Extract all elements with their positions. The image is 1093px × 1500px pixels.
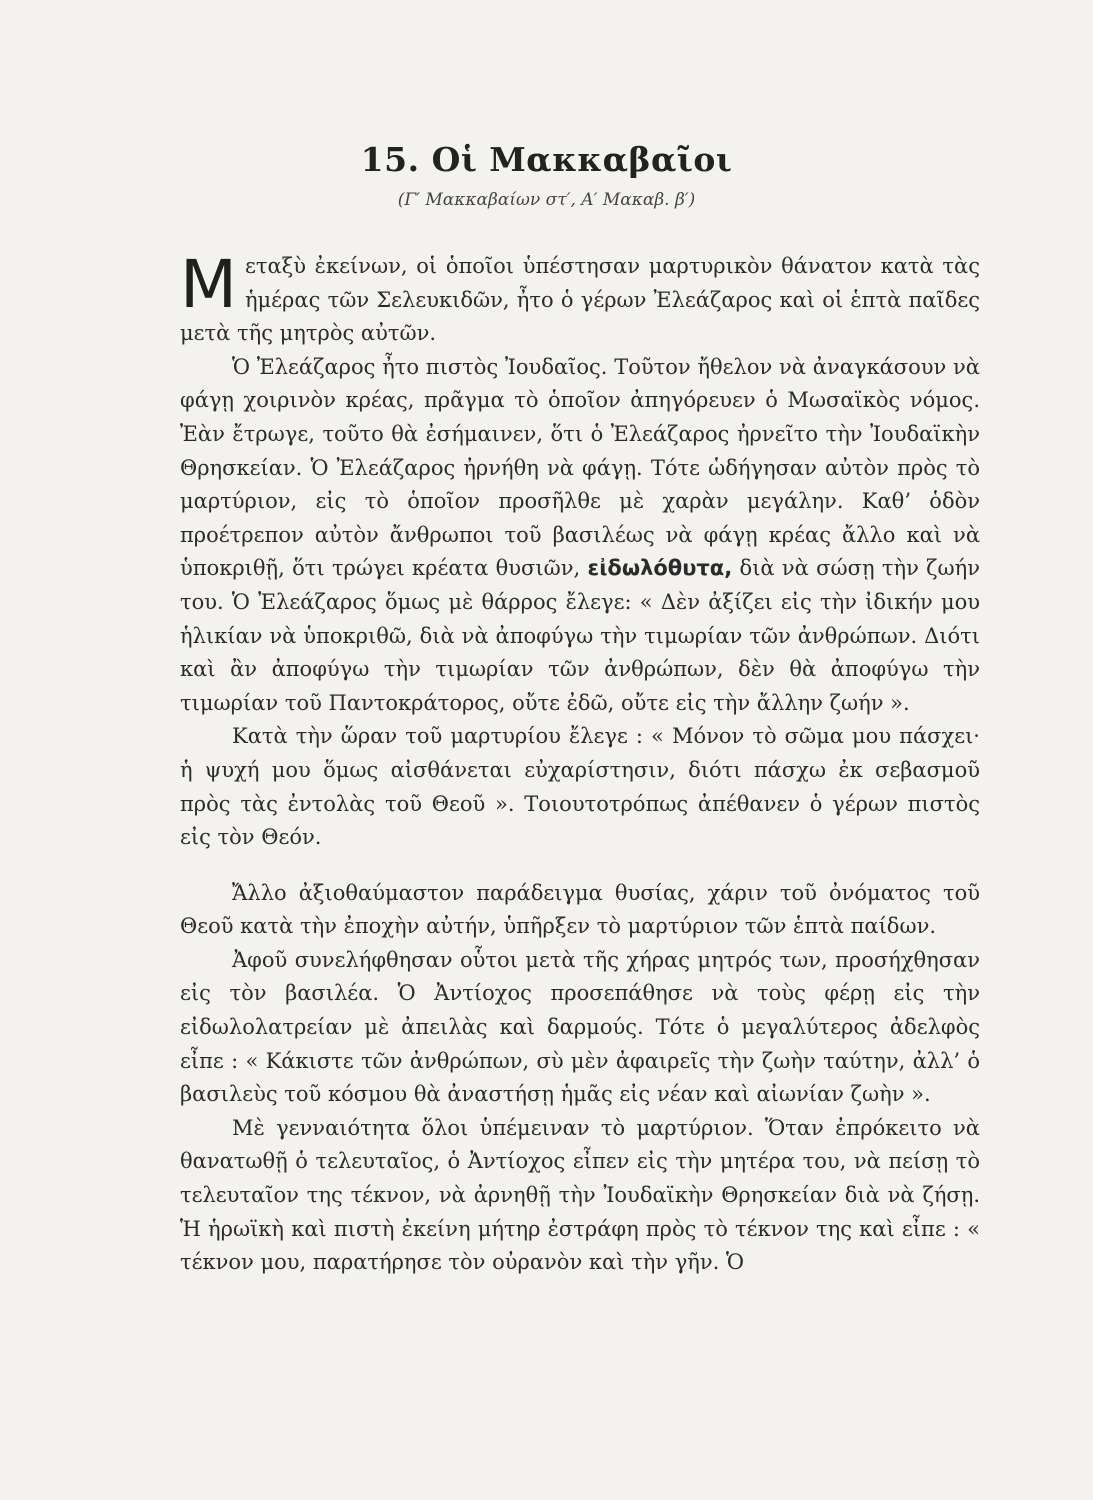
body-text [180,246,981,1280]
paragraph-1 [180,246,980,351]
paragraph-2 [180,351,980,721]
paragraph-5: Ἀφοῦ συνελήφθησαν οὗτοι μετὰ τῆς χήρας μητρός των, προσήχθησαν εἰς τὸν βασιλέα. Ὁ Ἀντίοχος προσεπάθησε νὰ τοὺς φέρῃ εἰς τὴν εἰδωλολατρείαν μὲ ἀπειλὰς καὶ δαρμούς. Τότε ὁ μεγαλύτερος ἀδελφὸς εἶπε : « Κάκιστε τῶν ἀνθρώπων, σὺ μὲν ἀφαιρεῖς τὴν ζωὴν ταύτην, ἀλλ’ ὁ βασιλεὺς τοῦ κόσμου θὰ ἀναστήσῃ ἡμᾶς εἰς νέαν καὶ αἰωνίαν ζωὴν ». [180,947,980,1107]
paragraph-2-text-before: Ὁ Ἐλεάζαρος ἦτο πιστὸς Ἰουδαῖος. Τοῦτον ἤθελον νὰ ἀναγκάσουν νὰ φάγῃ χοιρινὸν κρέας, πρᾶγμα τὸ ὁποῖον ἀπηγόρευεν ὁ Μωσαϊκὸς νόμος. Ἐὰν ἔτρωγε, τοῦτο θὰ ἐσήμαινεν, ὅτι ὁ Ἐλεάζαρος ἠρνεῖτο τὴν Ἰουδαϊκὴν Θρησκείαν. Ὁ Ἐλεάζαρος ἠρνήθη νὰ φάγῃ. Τότε ὡδήγησαν αὐτὸν πρὸς τὸ μαρτύριον, εἰς τὸ ὁποῖον προσῆλθε μὲ χαρὰν μεγάλην. Καθ’ ὁδὸν προέτρεπον αὐτὸν ἄνθρωποι τοῦ βασιλέως νὰ φάγῃ κρέας ἄλλο καὶ νὰ ὑποκριθῇ, ὅτι τρώγει κρέατα θυσιῶν, [180,354,980,581]
drop-cap: Μ [180,246,237,323]
paragraph-6: Μὲ γενναιότητα ὅλοι ὑπέμειναν τὸ μαρτύριον. Ὅταν ἐπρόκειτο νὰ θανατωθῇ ὁ τελευταῖος, ὁ Ἀντίοχος εἶπεν εἰς τὴν μητέρα του, νὰ πείσῃ τὸ τελευταῖον της τέκνον, νὰ ἀρνηθῇ τὴν Ἰουδαϊκὴν Θρησκείαν διὰ νὰ ζήσῃ. Ἡ ἡρωϊκὴ καὶ πιστὴ ἐκείνη μήτηρ ἐστράφη πρὸς τὸ τέκνον της καὶ εἶπε : « τέκνον μου, παρατήρησε τὸν οὐρανὸν καὶ τὴν γῆν. Ὁ [180,1115,980,1275]
paragraph-3: Κατὰ τὴν ὥραν τοῦ μαρτυρίου ἔλεγε : « Μόνον τὸ σῶμα μου πάσχει· ἡ ψυχή μου ὅμως αἰσθάνεται εὐχαρίστησιν, διότι πάσχω ἐκ σεβασμοῦ πρὸς τὰς ἐντολὰς τοῦ Θεοῦ ». Τοιουτοτρόπως ἀπέθανεν ὁ γέρων πιστὸς εἰς τὸν Θεόν. [180,724,980,850]
paragraph-4: Ἄλλο ἀξιοθαύμαστον παράδειγμα θυσίας, χάριν τοῦ ὀνόματος τοῦ Θεοῦ κατὰ τὴν ἐποχὴν αὐτήν, ὑπῆρξεν τὸ μαρτύριον τῶν ἑπτὰ παίδων. [180,880,980,939]
paragraph-1-text: εταξὺ ἐκείνων, οἱ ὁποῖοι ὑπέστησαν μαρτυρικὸν θάνατον κατὰ τὰς ἡμέρας τῶν Σελευκιδῶν, ἦτο ὁ γέρων Ἐλεάζαρος καὶ οἱ ἑπτὰ παῖδες μετὰ τῆς μητρὸς αὐτῶν. [180,254,980,346]
source-reference: (Γ′ Μακκαβαίων στ′, Α′ Μακαβ. β′) [397,190,696,210]
page-title: 15. Οἱ Μακκαβαῖοι [360,140,733,179]
bold-term: εἰδωλόθυτα, [587,556,733,581]
paragraph-2-text-after: διὰ νὰ σώσῃ τὴν ζωήν του. Ὁ Ἐλεάζαρος ὅμως μὲ θάρρος ἔλεγε: « Δὲν ἀξίζει εἰς τὴν ἰδικήν μου ἡλικίαν νὰ ὑποκριθῶ, διὰ νὰ ἀποφύγω τὴν τιμωρίαν τῶν ἀνθρώπων. Διότι καὶ ἂν ἀποφύγω τὴν τιμωρίαν τῶν ἀνθρώπων, δὲν θὰ ἀποφύγω τὴν τιμωρίαν τοῦ Παντοκράτορος, οὔτε ἐδῶ, οὔτε εἰς τὴν ἄλλην ζωήν ». [180,556,981,715]
